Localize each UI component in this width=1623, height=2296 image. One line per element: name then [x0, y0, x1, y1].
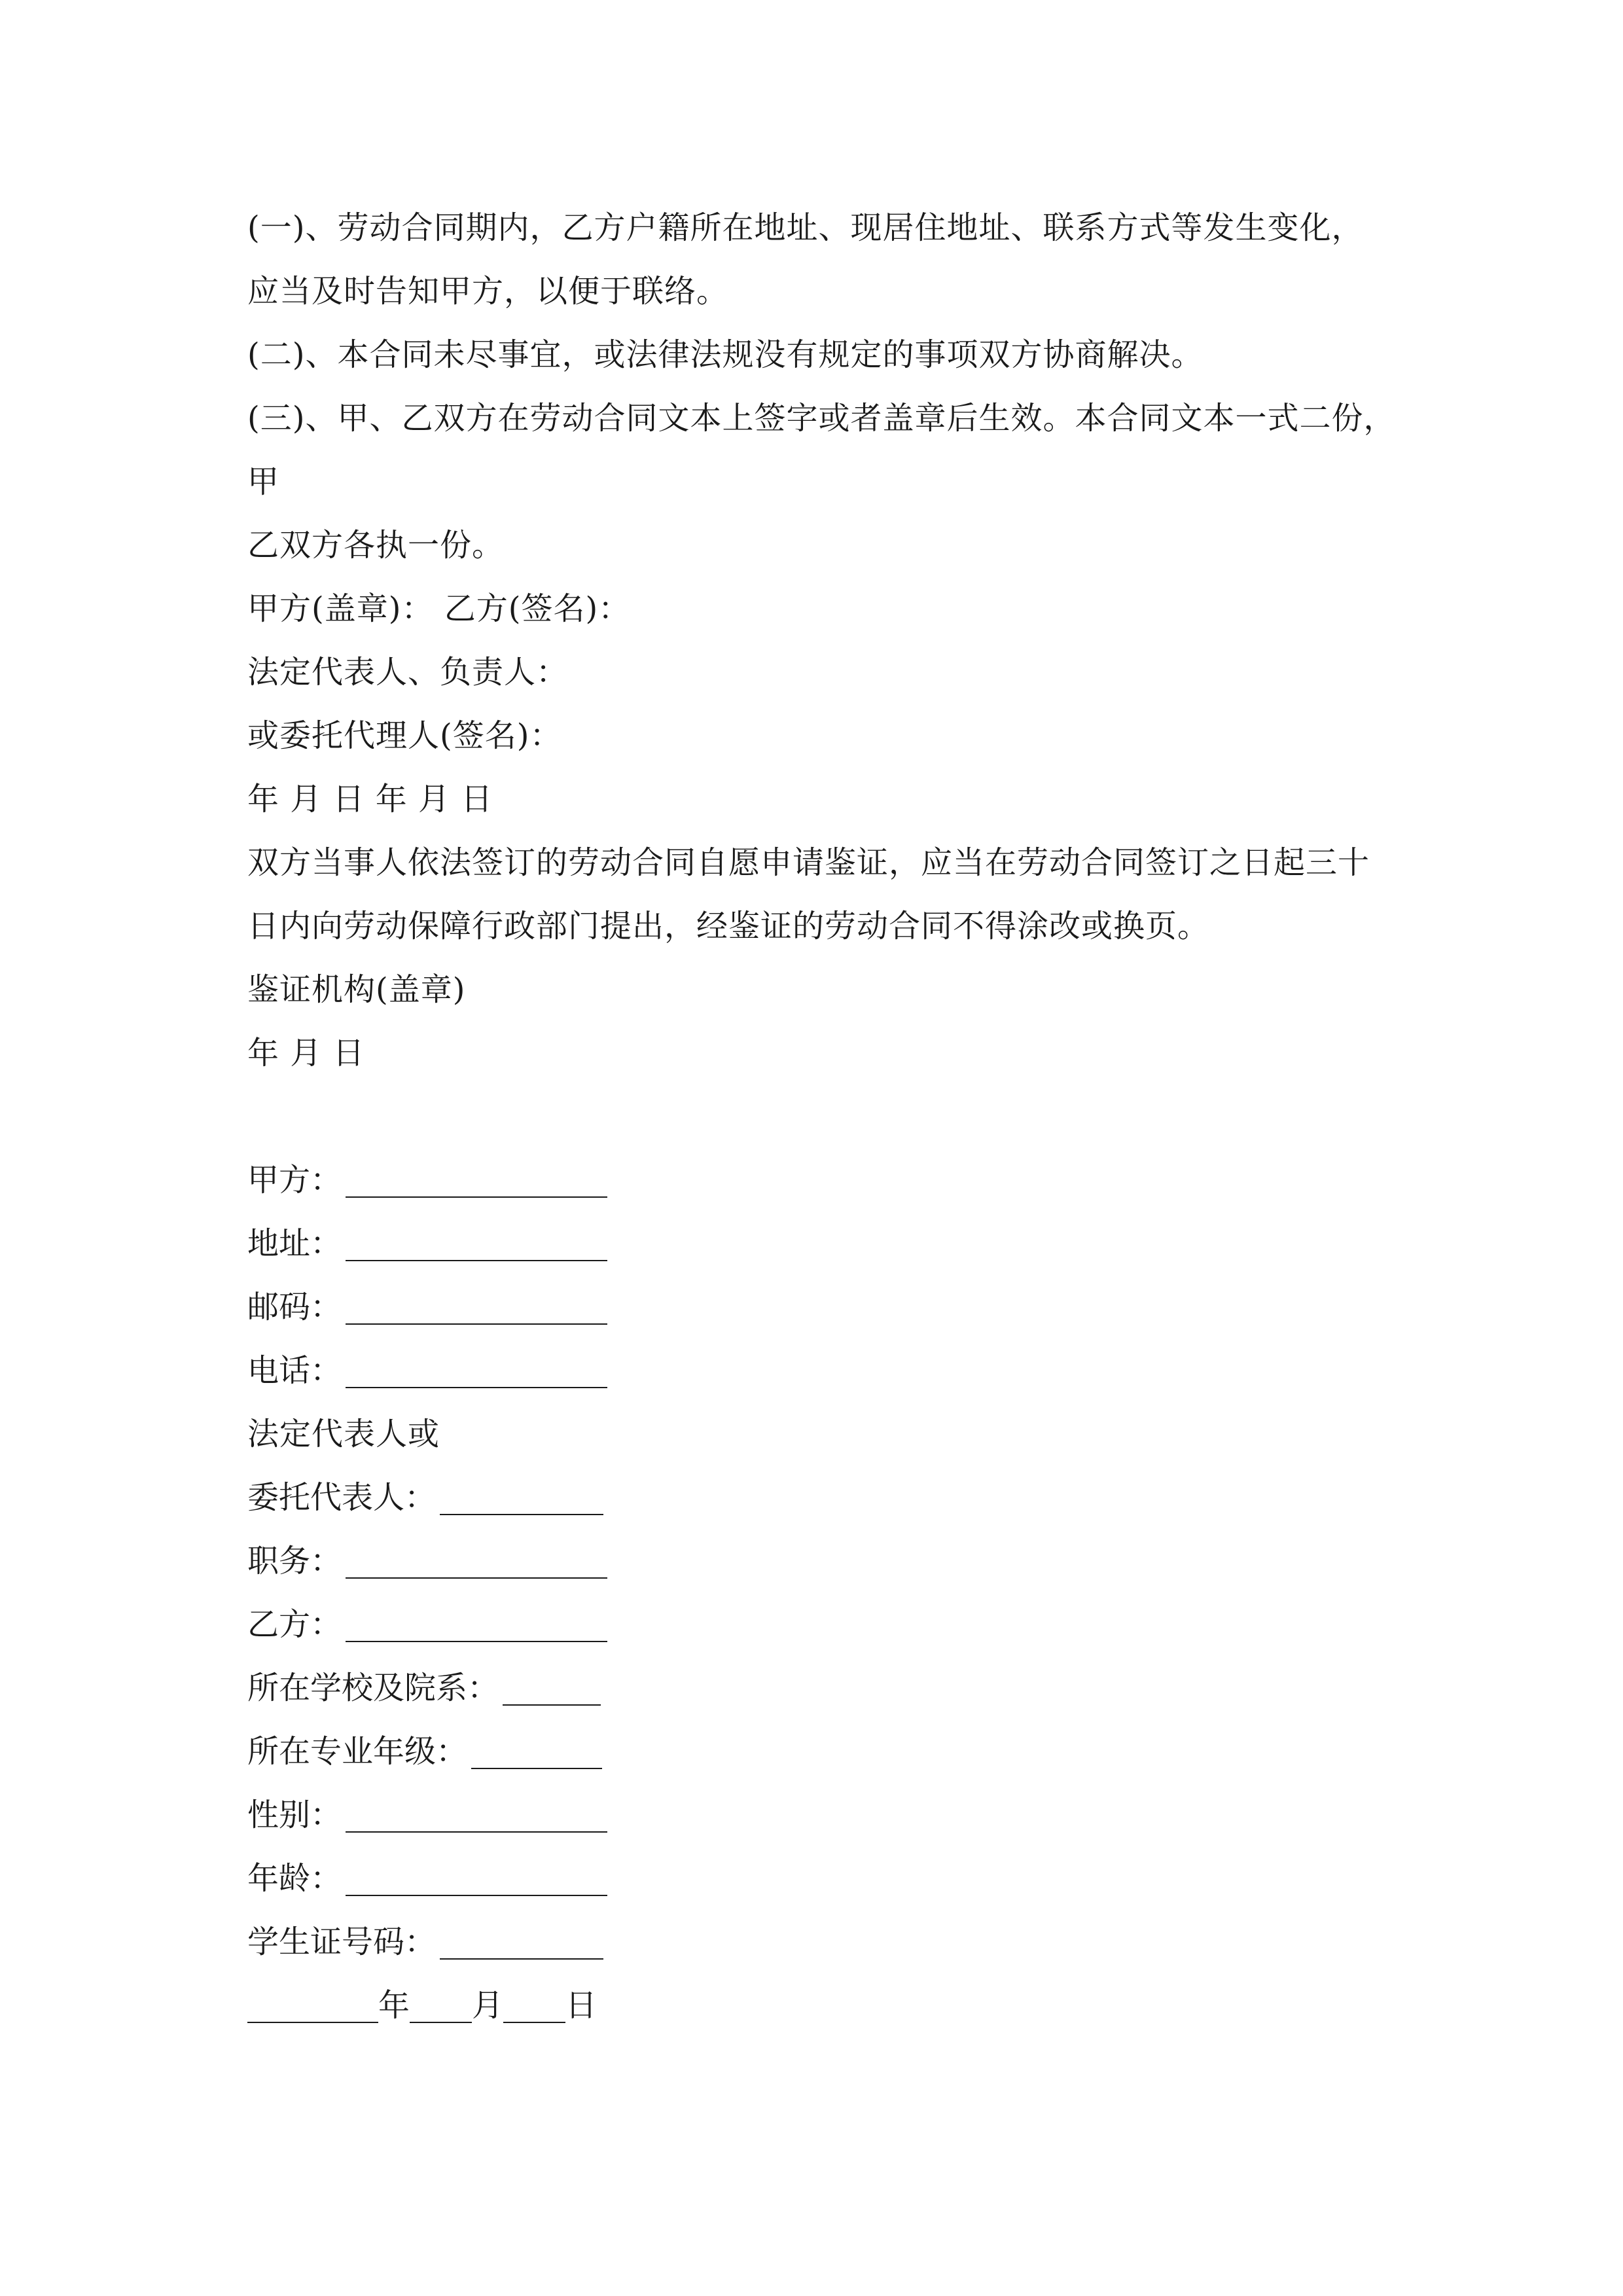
- address-blank[interactable]: [346, 1260, 607, 1261]
- position-label: 职务：: [247, 1543, 342, 1579]
- gender-field: [247, 1784, 1399, 1847]
- major-grade-blank[interactable]: [471, 1768, 602, 1769]
- address-field: [247, 1212, 1399, 1276]
- verification-date: 年 月 日: [247, 1035, 365, 1071]
- school-dept-field: [247, 1657, 1399, 1720]
- postcode-blank[interactable]: [346, 1323, 607, 1325]
- party-a-label: 甲方：: [247, 1162, 342, 1198]
- age-field: [247, 1847, 1399, 1910]
- clause-3-line-2: 甲: [247, 463, 280, 500]
- party-a-field: [247, 1149, 1399, 1212]
- gender-label: 性别：: [247, 1797, 342, 1833]
- student-id-label: 学生证号码：: [247, 1924, 437, 1960]
- verification-agency: 鉴证机构(盖章): [247, 971, 466, 1008]
- position-field: [247, 1530, 1399, 1593]
- spacer: [247, 1085, 1399, 1149]
- day-blank[interactable]: [503, 2022, 565, 2023]
- clause-2: (二)、本合同未尽事宜，或法律法规没有规定的事项双方协商解决。: [247, 336, 1204, 373]
- legal-representative: 法定代表人、负责人：: [247, 654, 569, 691]
- phone-label: 电话：: [247, 1352, 342, 1389]
- gender-blank[interactable]: [346, 1831, 607, 1833]
- party-a-blank[interactable]: [346, 1196, 607, 1198]
- age-blank[interactable]: [346, 1895, 607, 1896]
- month-blank[interactable]: [410, 2022, 472, 2023]
- postcode-field: [247, 1276, 1399, 1339]
- major-grade-field: [247, 1720, 1399, 1784]
- clause-1-line-2: 应当及时告知甲方，以便于联络。: [247, 273, 729, 310]
- age-label: 年龄：: [247, 1860, 342, 1897]
- student-id-blank[interactable]: [440, 1958, 603, 1960]
- document-page: [247, 196, 1399, 2037]
- student-id-field: [247, 1910, 1399, 1974]
- party-b-field: [247, 1593, 1399, 1657]
- year-label: 年: [378, 1987, 410, 2024]
- authorized-agent: 或委托代理人(签名)：: [247, 717, 562, 754]
- signing-date-row: [247, 1974, 1399, 2037]
- clause-3-line-3: 乙双方各执一份。: [247, 527, 505, 564]
- clause-3-line-1: (三)、甲、乙双方在劳动合同文本上签字或者盖章后生效。本合同文本一式二份，: [247, 400, 1396, 437]
- phone-blank[interactable]: [346, 1387, 607, 1388]
- party-b-label: 乙方：: [247, 1606, 342, 1643]
- school-dept-blank[interactable]: [503, 1704, 601, 1706]
- legal-rep-label-line-1: 法定代表人或: [247, 1416, 440, 1452]
- verification-note-line-2: 日内向劳动保障行政部门提出，经鉴证的劳动合同不得涂改或换页。: [247, 908, 1210, 944]
- major-grade-label: 所在专业年级：: [247, 1733, 468, 1770]
- address-label: 地址：: [247, 1225, 342, 1262]
- month-label: 月: [472, 1987, 504, 2024]
- legal-rep-label: 委托代表人：: [247, 1479, 437, 1516]
- party-b-blank[interactable]: [346, 1641, 607, 1642]
- legal-rep-field: [247, 1466, 1399, 1530]
- signature-dates: 年 月 日 年 月 日: [247, 781, 493, 817]
- legal-rep-blank[interactable]: [440, 1514, 603, 1515]
- year-blank[interactable]: [247, 2022, 378, 2023]
- phone-field: [247, 1339, 1399, 1403]
- signature-parties: 甲方(盖章)： 乙方(签名)：: [247, 590, 631, 627]
- clause-1-line-1: (一)、劳动合同期内，乙方户籍所在地址、现居住地址、联系方式等发生变化，: [247, 209, 1364, 246]
- day-label: 日: [565, 1987, 597, 2024]
- school-dept-label: 所在学校及院系：: [247, 1670, 499, 1706]
- position-blank[interactable]: [346, 1577, 607, 1579]
- verification-note-line-1: 双方当事人依法签订的劳动合同自愿申请鉴证，应当在劳动合同签订之日起三十: [247, 844, 1370, 881]
- postcode-label: 邮码：: [247, 1289, 342, 1325]
